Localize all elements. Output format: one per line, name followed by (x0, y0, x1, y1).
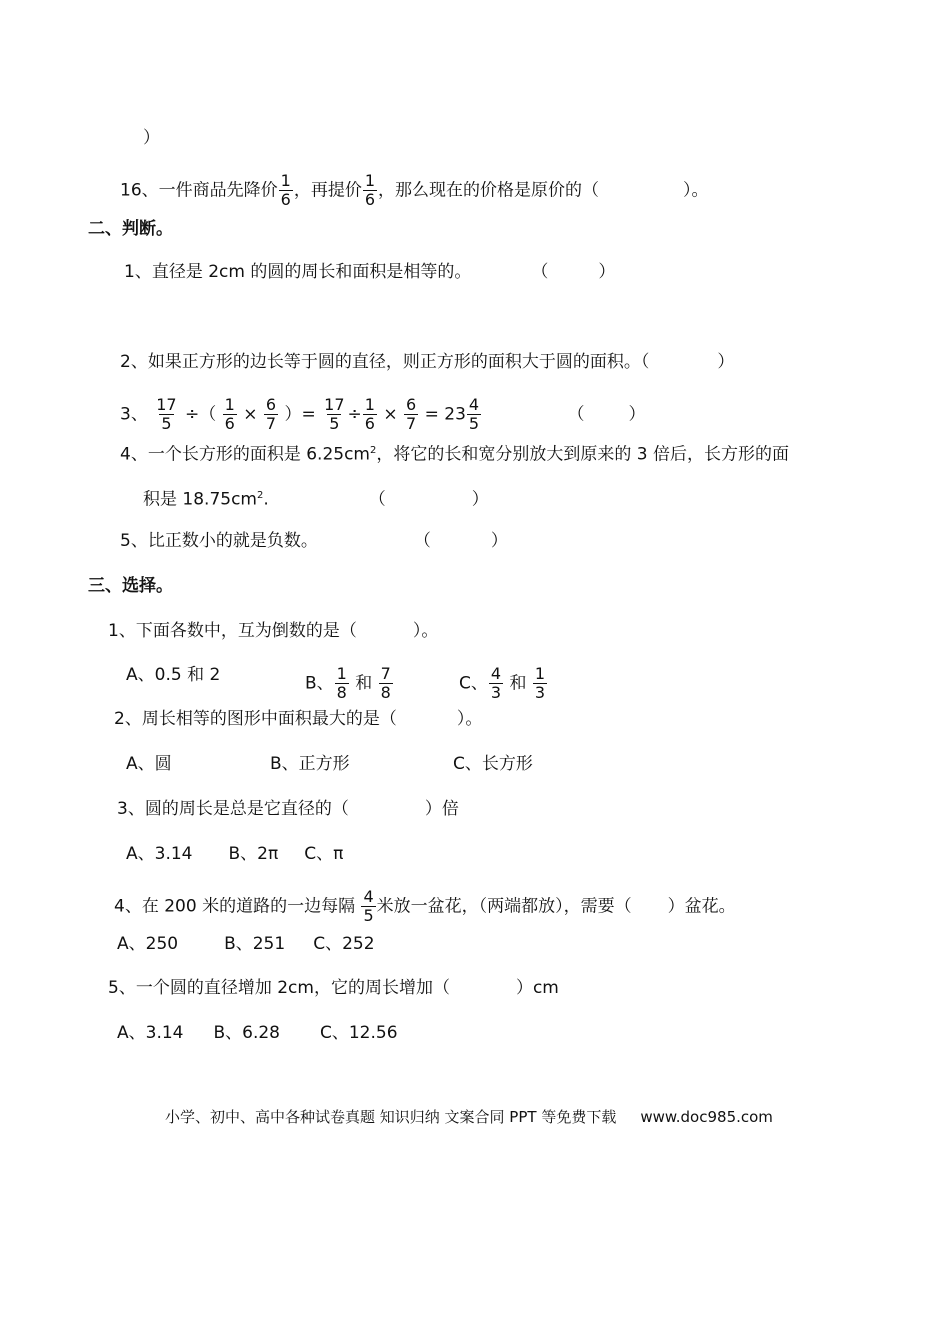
q1-option-b: B、 $\frac{1}{8}$ 和 $\frac{7}{8}$ (305, 664, 391, 702)
q5-option-a: A、3.14 (117, 1023, 184, 1043)
fraction: $\frac{1}{6}$ (224, 395, 235, 433)
footer-text: 小学、初中、高中各种试卷真题 知识归纳 文案合同 PPT 等免费下载 (165, 1108, 617, 1126)
q1-option-a: A、0.5 和 2 (126, 665, 221, 685)
choice-question-1: 1、下面各数中，互为倒数的是（ ）。 (108, 621, 439, 641)
judge-item-4-line1: 4、一个长方形的面积是 $6.25cm^2$，将它的长和宽分别放大到原来的 3 倍后，长方形的面 (120, 444, 789, 465)
judge-item-3: 3、 $\frac{17}{5}$ ÷（ $\frac{1}{6}$ × $\frac{6}{7}$ ）= $\frac{17}{5}$ ÷ $\frac{1}{6}$ × $\frac{6}{7}$ = 23 $\frac{4}{5}$ （ ） (120, 395, 646, 433)
question-16: 16、一件商品先降价 $\frac{1}{6}$ ，再提价 $\frac{1}{6}$ ，那么现在的价格是原价的（ ）。 (120, 171, 709, 209)
page-footer (165, 1107, 773, 1127)
fraction: $\frac{1}{6}$ (364, 171, 376, 209)
q2-option-a: A、圆 (126, 754, 172, 774)
q4-option-b: B、251 (224, 934, 286, 954)
choice-question-4: 4、在 200 米的道路的一边每隔 $\frac{4}{5}$ 米放一盆花，（两端都放），需要（ ）盆花。 (114, 887, 736, 925)
choice-question-3: 3、圆的周长是总是它直径的（ ）倍 (117, 799, 459, 819)
q16-suffix: ，那么现在的价格是原价的（ (378, 180, 600, 201)
judge-item-4-line2: 积是 $18.75cm^2$. （ ） (143, 489, 489, 510)
q15-closing-paren: ） (143, 128, 160, 148)
judge-item-2: 2、如果正方形的边长等于圆的直径，则正方形的面积大于圆的面积。（ ） (120, 352, 735, 372)
q16-prefix: 16、一件商品先降价 (120, 180, 278, 201)
fraction: $\frac{1}{3}$ (534, 664, 546, 702)
q2-option-b: B、正方形 (270, 754, 350, 774)
fraction: $\frac{4}{3}$ (490, 664, 502, 702)
fraction: $\frac{1}{8}$ (336, 664, 347, 702)
q5-options (117, 1023, 398, 1043)
q3-options (126, 844, 343, 864)
fraction: $\frac{4}{5}$ (468, 395, 480, 433)
fraction: $\frac{17}{5}$ (156, 395, 177, 433)
q2-option-c: C、长方形 (453, 754, 533, 774)
choice-question-2: 2、周长相等的图形中面积最大的是（ ）。 (114, 709, 483, 729)
q5-option-c: C、12.56 (320, 1023, 398, 1043)
q3-option-b: B、2π (228, 844, 279, 864)
q3-option-a: A、3.14 (126, 844, 193, 864)
q16-mid: ，再提价 (293, 180, 362, 201)
section-2-title: 二、判断。 (88, 219, 173, 239)
fraction: $\frac{1}{6}$ (364, 395, 375, 433)
q4-options (117, 934, 375, 954)
q4-option-c: C、252 (313, 934, 375, 954)
fraction: $\frac{17}{5}$ (324, 395, 345, 433)
judge-item-1: 1、直径是 2cm 的圆的周长和面积是相等的。 （ ） (124, 262, 616, 282)
q3-option-c: C、π (304, 844, 344, 864)
fraction: $\frac{6}{7}$ (406, 395, 417, 433)
fraction: $\frac{1}{6}$ (280, 171, 291, 209)
fraction: $\frac{6}{7}$ (265, 395, 277, 433)
fraction: $\frac{7}{8}$ (380, 664, 391, 702)
fraction: $\frac{4}{5}$ (363, 887, 374, 925)
q5-option-b: B、6.28 (213, 1023, 280, 1043)
footer-url[interactable]: www.doc985.com (640, 1108, 773, 1126)
judge-item-5: 5、比正数小的就是负数。 （ ） (120, 531, 508, 551)
choice-question-5: 5、一个圆的直径增加 2cm，它的周长增加（ ）cm (108, 978, 559, 998)
section-3-title: 三、选择。 (88, 576, 173, 596)
q4-option-a: A、250 (117, 934, 179, 954)
q1-option-c: C、 $\frac{4}{3}$ 和 $\frac{1}{3}$ (459, 664, 546, 702)
